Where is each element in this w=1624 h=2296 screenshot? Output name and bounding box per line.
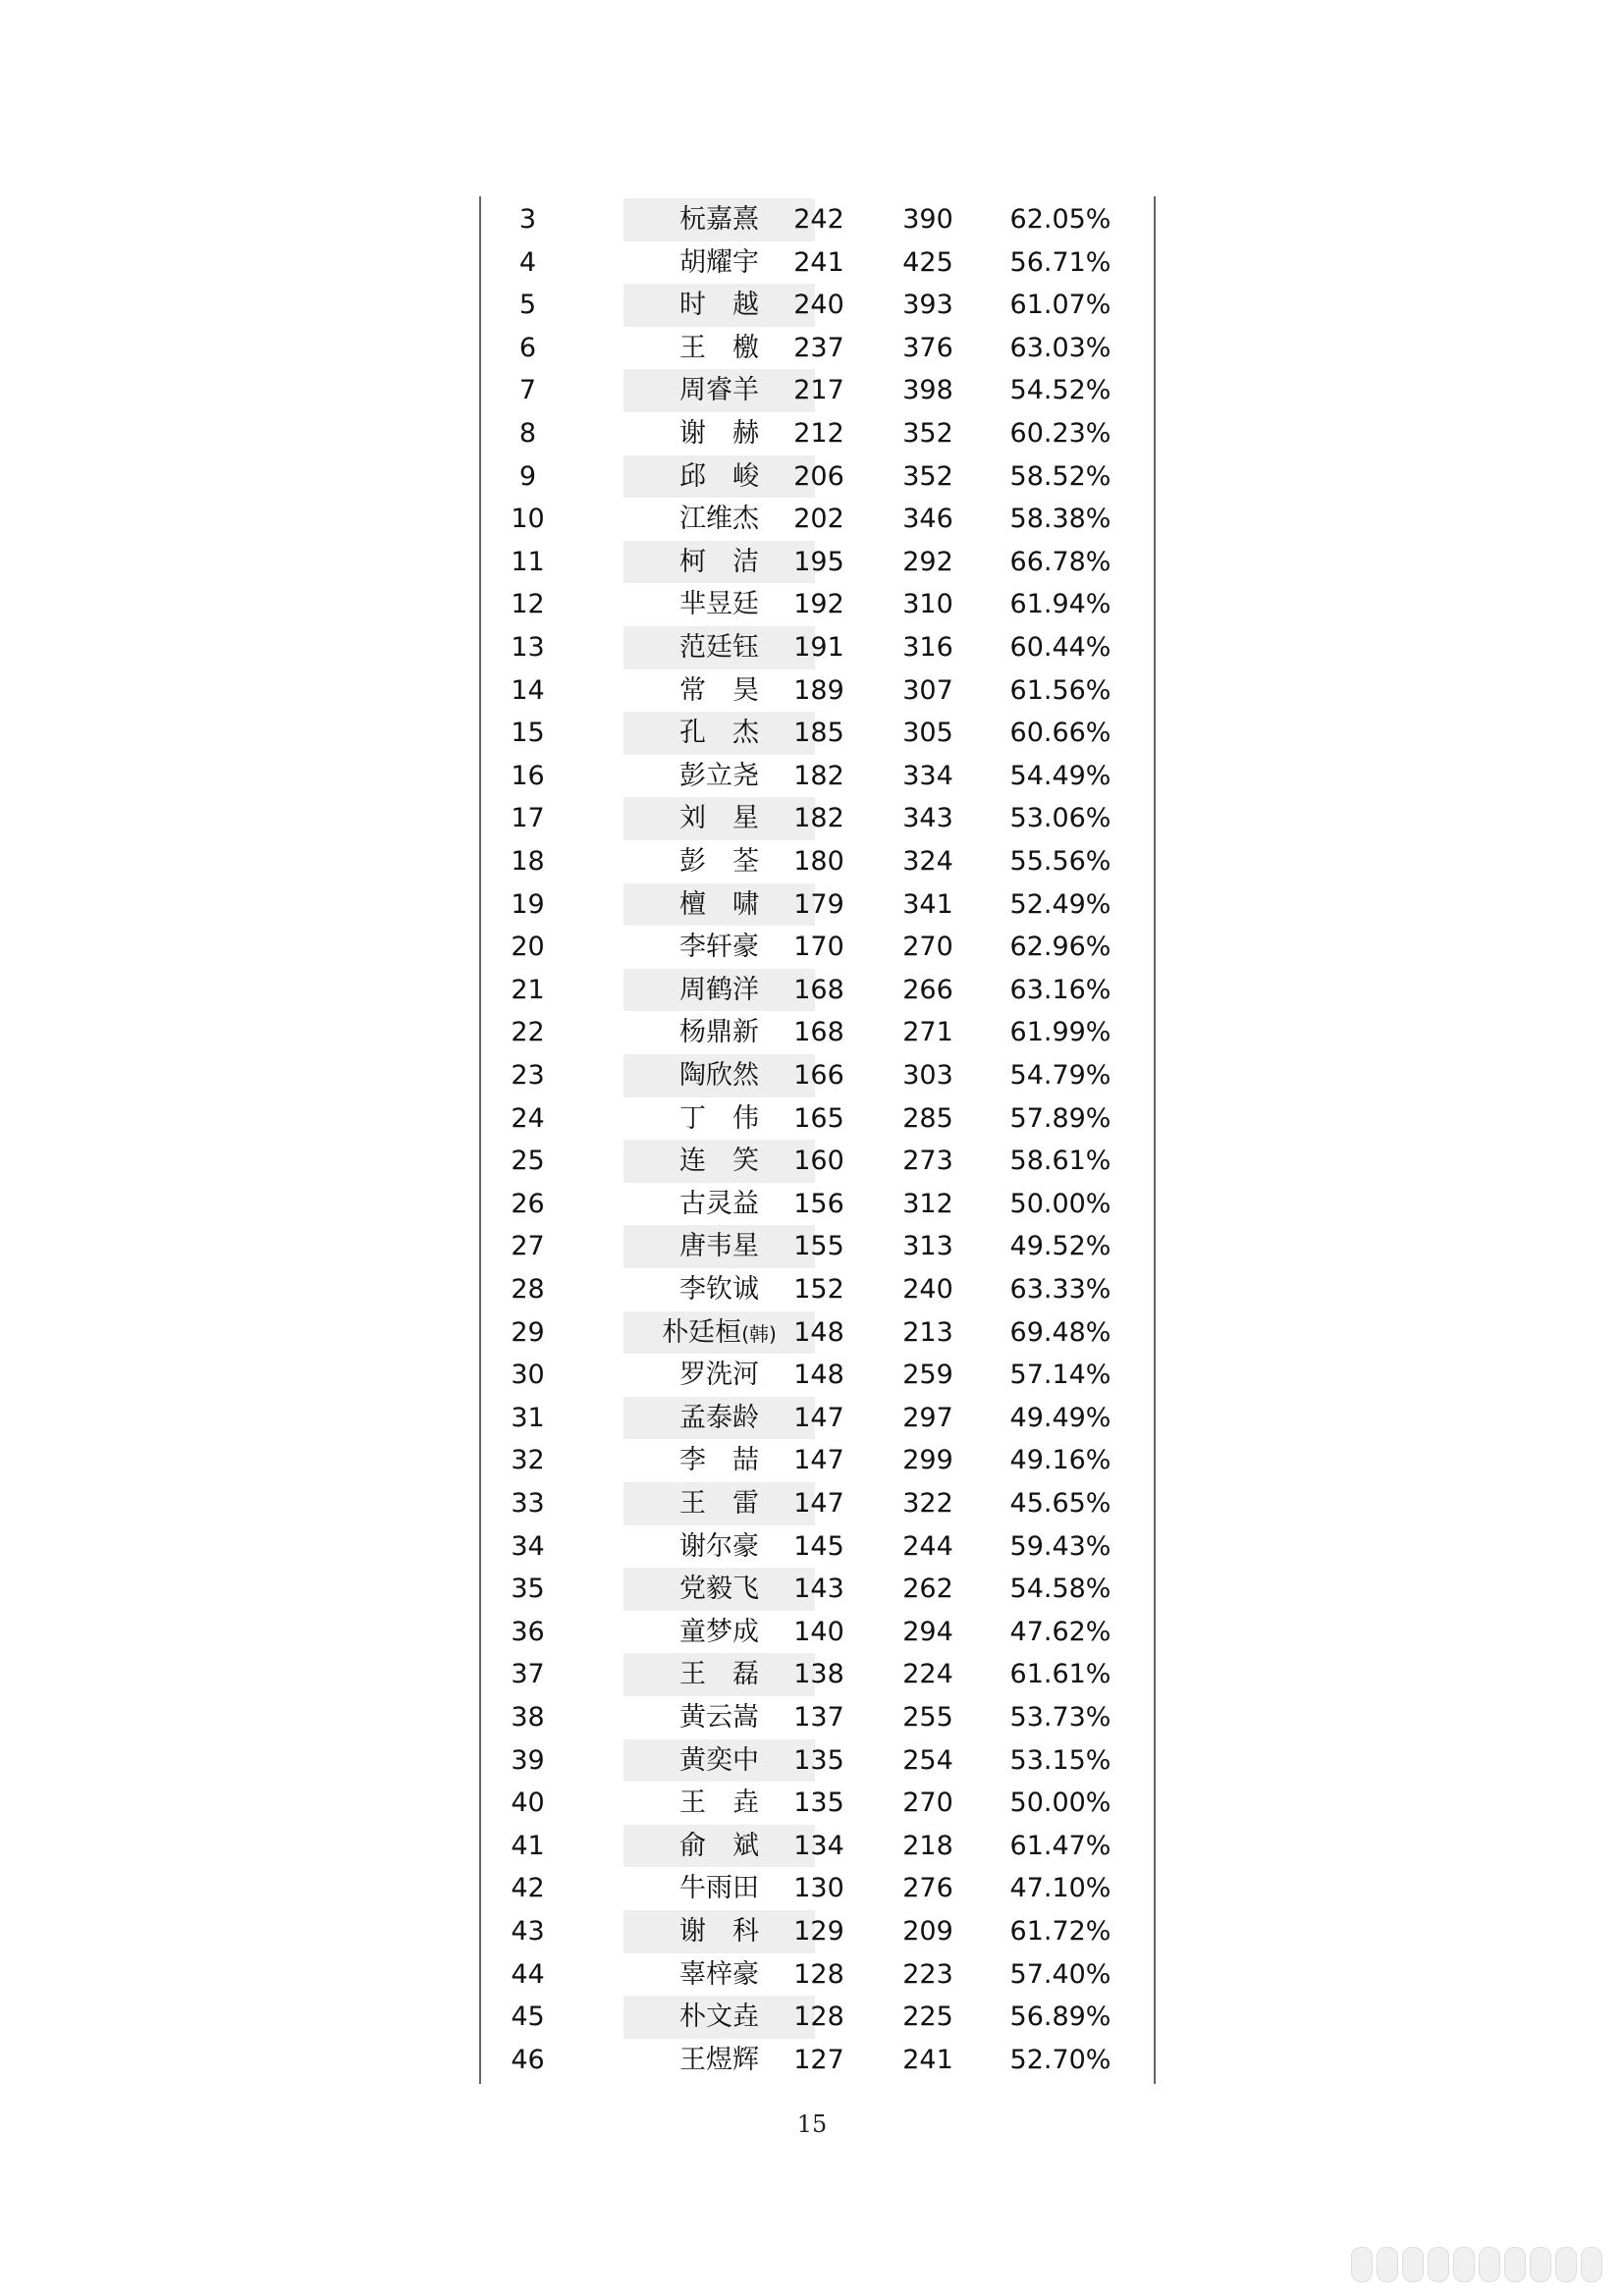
table-row — [481, 1525, 1154, 1569]
watermark-mark — [1530, 2247, 1551, 2282]
wins-cell: 127 — [793, 2044, 844, 2075]
games-cell: 398 — [902, 375, 953, 406]
win-rate-cell: 49.52% — [1009, 1231, 1111, 1262]
rank-cell: 19 — [511, 888, 545, 920]
win-rate-cell: 47.10% — [1009, 1873, 1111, 1904]
wins-cell: 140 — [793, 1616, 844, 1647]
games-cell: 316 — [902, 632, 953, 663]
table-row — [481, 369, 1154, 412]
rank-cell: 39 — [511, 1744, 545, 1776]
games-cell: 352 — [902, 418, 953, 449]
table-row — [481, 1311, 1154, 1355]
wins-cell: 165 — [793, 1102, 844, 1134]
games-cell: 352 — [902, 460, 953, 492]
table-row — [481, 541, 1154, 584]
games-cell: 259 — [902, 1360, 953, 1391]
wins-cell: 135 — [793, 1744, 844, 1776]
player-name: 江维杰 — [679, 504, 759, 535]
table-row — [481, 1354, 1154, 1397]
player-name: 彭立尧 — [679, 760, 759, 791]
player-name: 丁 伟 — [679, 1102, 759, 1134]
win-rate-cell: 61.56% — [1009, 674, 1111, 706]
player-name: 罗洗河 — [679, 1360, 759, 1391]
wins-cell: 240 — [793, 290, 844, 321]
wins-cell: 242 — [793, 204, 844, 235]
win-rate-cell: 58.61% — [1009, 1146, 1111, 1177]
player-name: 党毅飞 — [679, 1574, 759, 1605]
table-row — [481, 498, 1154, 541]
watermark-mark — [1453, 2247, 1475, 2282]
player-name: 周睿羊 — [679, 375, 759, 406]
player-name: 王 垚 — [679, 1788, 759, 1819]
wins-cell: 147 — [793, 1402, 844, 1433]
table-row — [481, 1739, 1154, 1783]
wins-cell: 180 — [793, 846, 844, 877]
rank-cell: 32 — [511, 1445, 545, 1476]
player-name: 刘 星 — [679, 803, 759, 834]
rank-cell: 8 — [518, 418, 537, 449]
win-rate-cell: 61.47% — [1009, 1830, 1111, 1861]
player-name: 连 笑 — [679, 1146, 759, 1177]
win-rate-cell: 57.89% — [1009, 1102, 1111, 1134]
table-row — [481, 712, 1154, 755]
win-rate-cell: 61.94% — [1009, 589, 1111, 620]
table-row — [481, 2039, 1154, 2082]
win-rate-cell: 60.23% — [1009, 418, 1111, 449]
rank-cell: 16 — [511, 760, 545, 791]
player-name: 王 雷 — [679, 1488, 759, 1519]
wins-cell: 147 — [793, 1488, 844, 1519]
corner-watermark — [1351, 2247, 1606, 2286]
table-row — [481, 1097, 1154, 1141]
games-cell: 213 — [902, 1316, 953, 1348]
games-cell: 262 — [902, 1574, 953, 1605]
player-name: 柯 洁 — [679, 546, 759, 577]
player-name: 谢 科 — [679, 1916, 759, 1947]
games-cell: 270 — [902, 1788, 953, 1819]
games-cell: 271 — [902, 1017, 953, 1048]
table-row — [481, 797, 1154, 840]
rank-cell: 20 — [511, 932, 545, 963]
games-cell: 299 — [902, 1445, 953, 1476]
games-cell: 292 — [902, 546, 953, 577]
player-name: 王 檄 — [679, 332, 759, 363]
page-number: 15 — [796, 2110, 828, 2138]
rank-cell: 44 — [511, 1958, 545, 1990]
wins-cell: 130 — [793, 1873, 844, 1904]
table-row — [481, 1183, 1154, 1226]
watermark-mark — [1479, 2247, 1500, 2282]
wins-cell: 189 — [793, 674, 844, 706]
table-row — [481, 1439, 1154, 1482]
rank-cell: 26 — [511, 1188, 545, 1219]
wins-cell: 241 — [793, 246, 844, 278]
rank-cell: 9 — [518, 460, 537, 492]
watermark-mark — [1377, 2247, 1398, 2282]
rank-cell: 10 — [511, 504, 545, 535]
watermark-mark — [1504, 2247, 1526, 2282]
win-rate-cell: 49.49% — [1009, 1402, 1111, 1433]
player-name: 辜梓豪 — [679, 1958, 759, 1990]
win-rate-cell: 55.56% — [1009, 846, 1111, 877]
win-rate-cell: 53.73% — [1009, 1702, 1111, 1733]
watermark-mark — [1555, 2247, 1577, 2282]
player-name: 谢 赫 — [679, 418, 759, 449]
table-row — [481, 1996, 1154, 2039]
wins-cell: 191 — [793, 632, 844, 663]
rank-cell: 30 — [511, 1360, 545, 1391]
player-name: 杬嘉熹 — [679, 204, 759, 235]
wins-cell: 206 — [793, 460, 844, 492]
player-name: 范廷钰 — [679, 632, 759, 663]
table-row — [481, 1867, 1154, 1910]
rank-cell: 38 — [511, 1702, 545, 1733]
table-row — [481, 755, 1154, 798]
table-row — [481, 1782, 1154, 1825]
win-rate-cell: 54.52% — [1009, 375, 1111, 406]
player-name: 芈昱廷 — [679, 589, 759, 620]
wins-cell: 137 — [793, 1702, 844, 1733]
wins-cell: 168 — [793, 974, 844, 1005]
table-row — [481, 327, 1154, 370]
rank-cell: 12 — [511, 589, 545, 620]
games-cell: 276 — [902, 1873, 953, 1904]
rank-cell: 14 — [511, 674, 545, 706]
table-row — [481, 1611, 1154, 1654]
win-rate-cell: 69.48% — [1009, 1316, 1111, 1348]
table-row — [481, 455, 1154, 499]
rank-cell: 5 — [518, 290, 537, 321]
wins-cell: 217 — [793, 375, 844, 406]
win-rate-cell: 62.96% — [1009, 932, 1111, 963]
win-rate-cell: 56.89% — [1009, 2002, 1111, 2033]
player-name: 周鹤洋 — [679, 974, 759, 1005]
rank-cell: 11 — [511, 546, 545, 577]
player-name: 牛雨田 — [679, 1873, 759, 1904]
games-cell: 254 — [902, 1744, 953, 1776]
watermark-mark — [1351, 2247, 1373, 2282]
player-name: 孔 杰 — [679, 718, 759, 749]
rank-cell: 21 — [511, 974, 545, 1005]
rank-cell: 40 — [511, 1788, 545, 1819]
games-cell: 324 — [902, 846, 953, 877]
win-rate-cell: 53.06% — [1009, 803, 1111, 834]
games-cell: 312 — [902, 1188, 953, 1219]
wins-cell: 155 — [793, 1231, 844, 1262]
table-row — [481, 1953, 1154, 1997]
rank-cell: 17 — [511, 803, 545, 834]
rank-cell: 34 — [511, 1530, 545, 1562]
rank-cell: 4 — [518, 246, 537, 278]
table-row — [481, 1653, 1154, 1696]
win-rate-cell: 59.43% — [1009, 1530, 1111, 1562]
wins-cell: 170 — [793, 932, 844, 963]
wins-cell: 134 — [793, 1830, 844, 1861]
games-cell: 294 — [902, 1616, 953, 1647]
wins-cell: 145 — [793, 1530, 844, 1562]
wins-cell: 192 — [793, 589, 844, 620]
wins-cell: 185 — [793, 718, 844, 749]
rank-cell: 18 — [511, 846, 545, 877]
win-rate-cell: 52.49% — [1009, 888, 1111, 920]
wins-cell: 195 — [793, 546, 844, 577]
wins-cell: 129 — [793, 1916, 844, 1947]
win-rate-cell: 54.79% — [1009, 1060, 1111, 1091]
wins-cell: 143 — [793, 1574, 844, 1605]
rank-cell: 23 — [511, 1060, 545, 1091]
games-cell: 223 — [902, 1958, 953, 1990]
player-name: 黄奕中 — [679, 1744, 759, 1776]
rank-cell: 36 — [511, 1616, 545, 1647]
table-row — [481, 883, 1154, 927]
player-name: 胡耀宇 — [679, 246, 759, 278]
win-rate-cell: 50.00% — [1009, 1188, 1111, 1219]
rank-cell: 43 — [511, 1916, 545, 1947]
rank-cell: 3 — [518, 204, 537, 235]
player-name: 邱 峻 — [679, 460, 759, 492]
win-rate-cell: 50.00% — [1009, 1788, 1111, 1819]
games-cell: 376 — [902, 332, 953, 363]
games-cell: 224 — [902, 1659, 953, 1690]
table-row — [481, 1397, 1154, 1440]
wins-cell: 152 — [793, 1274, 844, 1305]
games-cell: 255 — [902, 1702, 953, 1733]
games-cell: 241 — [902, 2044, 953, 2075]
wins-cell: 148 — [793, 1360, 844, 1391]
win-rate-cell: 61.07% — [1009, 290, 1111, 321]
watermark-mark — [1428, 2247, 1449, 2282]
rank-cell: 7 — [518, 375, 537, 406]
rank-cell: 15 — [511, 718, 545, 749]
player-name: 陶欣然 — [679, 1060, 759, 1091]
player-name: 俞 斌 — [679, 1830, 759, 1861]
table-row — [481, 1568, 1154, 1611]
wins-cell: 128 — [793, 1958, 844, 1990]
win-rate-cell: 56.71% — [1009, 246, 1111, 278]
player-name: 谢尔豪 — [679, 1530, 759, 1562]
table-row — [481, 1140, 1154, 1183]
win-rate-cell: 53.15% — [1009, 1744, 1111, 1776]
table-row — [481, 626, 1154, 669]
win-rate-cell: 63.03% — [1009, 332, 1111, 363]
win-rate-cell: 62.05% — [1009, 204, 1111, 235]
rank-cell: 41 — [511, 1830, 545, 1861]
table-row — [481, 840, 1154, 883]
player-name: 唐韦星 — [679, 1231, 759, 1262]
games-cell: 425 — [902, 246, 953, 278]
win-rate-cell: 54.49% — [1009, 760, 1111, 791]
table-row — [481, 1825, 1154, 1868]
games-cell: 266 — [902, 974, 953, 1005]
rank-cell: 24 — [511, 1102, 545, 1134]
rank-cell: 37 — [511, 1659, 545, 1690]
games-cell: 307 — [902, 674, 953, 706]
rank-cell: 28 — [511, 1274, 545, 1305]
wins-cell: 182 — [793, 760, 844, 791]
player-name: 时 越 — [679, 290, 759, 321]
player-name: 童梦成 — [679, 1616, 759, 1647]
nationality-note: (韩) — [741, 1321, 777, 1346]
games-cell: 346 — [902, 504, 953, 535]
table-row — [481, 1910, 1154, 1953]
ranking-table — [479, 196, 1156, 2084]
games-cell: 393 — [902, 290, 953, 321]
win-rate-cell: 57.14% — [1009, 1360, 1111, 1391]
win-rate-cell: 61.99% — [1009, 1017, 1111, 1048]
games-cell: 218 — [902, 1830, 953, 1861]
table-row — [481, 1011, 1154, 1054]
watermark-mark — [1402, 2247, 1424, 2282]
player-name: 彭 荃 — [679, 846, 759, 877]
games-cell: 225 — [902, 2002, 953, 2033]
games-cell: 310 — [902, 589, 953, 620]
win-rate-cell: 60.66% — [1009, 718, 1111, 749]
rank-cell: 27 — [511, 1231, 545, 1262]
games-cell: 240 — [902, 1274, 953, 1305]
wins-cell: 168 — [793, 1017, 844, 1048]
table-row — [481, 1268, 1154, 1311]
win-rate-cell: 52.70% — [1009, 2044, 1111, 2075]
player-name: 黄云嵩 — [679, 1702, 759, 1733]
games-cell: 285 — [902, 1102, 953, 1134]
wins-cell: 148 — [793, 1316, 844, 1348]
win-rate-cell: 63.33% — [1009, 1274, 1111, 1305]
win-rate-cell: 61.72% — [1009, 1916, 1111, 1947]
wins-cell: 212 — [793, 418, 844, 449]
games-cell: 303 — [902, 1060, 953, 1091]
games-cell: 209 — [902, 1916, 953, 1947]
wins-cell: 166 — [793, 1060, 844, 1091]
win-rate-cell: 57.40% — [1009, 1958, 1111, 1990]
table-row — [481, 583, 1154, 626]
rank-cell: 33 — [511, 1488, 545, 1519]
table-row — [481, 284, 1154, 327]
win-rate-cell: 58.38% — [1009, 504, 1111, 535]
wins-cell: 179 — [793, 888, 844, 920]
games-cell: 244 — [902, 1530, 953, 1562]
games-cell: 390 — [902, 204, 953, 235]
wins-cell: 182 — [793, 803, 844, 834]
player-name: 李钦诚 — [679, 1274, 759, 1305]
rank-cell: 31 — [511, 1402, 545, 1433]
table-row — [481, 1696, 1154, 1739]
win-rate-cell: 49.16% — [1009, 1445, 1111, 1476]
player-name: 王 磊 — [679, 1659, 759, 1690]
win-rate-cell: 54.58% — [1009, 1574, 1111, 1605]
player-name: 杨鼎新 — [679, 1017, 759, 1048]
games-cell: 322 — [902, 1488, 953, 1519]
rank-cell: 13 — [511, 632, 545, 663]
games-cell: 341 — [902, 888, 953, 920]
rank-cell: 46 — [511, 2044, 545, 2075]
player-name: 王煜辉 — [679, 2044, 759, 2075]
wins-cell: 237 — [793, 332, 844, 363]
player-name: 李轩豪 — [679, 932, 759, 963]
wins-cell: 128 — [793, 2002, 844, 2033]
rank-cell: 42 — [511, 1873, 545, 1904]
player-name: 常 昊 — [679, 674, 759, 706]
games-cell: 305 — [902, 718, 953, 749]
watermark-mark — [1581, 2247, 1602, 2282]
table-row — [481, 241, 1154, 285]
table-row — [481, 669, 1154, 713]
player-name: 孟泰龄 — [679, 1402, 759, 1433]
table-row — [481, 412, 1154, 455]
table-row — [481, 198, 1154, 241]
rank-cell: 29 — [511, 1316, 545, 1348]
wins-cell: 156 — [793, 1188, 844, 1219]
wins-cell: 135 — [793, 1788, 844, 1819]
win-rate-cell: 61.61% — [1009, 1659, 1111, 1690]
table-row — [481, 1225, 1154, 1268]
rank-cell: 22 — [511, 1017, 545, 1048]
games-cell: 313 — [902, 1231, 953, 1262]
win-rate-cell: 47.62% — [1009, 1616, 1111, 1647]
table-row — [481, 969, 1154, 1012]
player-name: 古灵益 — [679, 1188, 759, 1219]
player-name: 檀 啸 — [679, 888, 759, 920]
rank-cell: 45 — [511, 2002, 545, 2033]
table-row — [481, 926, 1154, 969]
wins-cell: 160 — [793, 1146, 844, 1177]
table-row — [481, 1054, 1154, 1097]
games-cell: 343 — [902, 803, 953, 834]
win-rate-cell: 45.65% — [1009, 1488, 1111, 1519]
rank-cell: 35 — [511, 1574, 545, 1605]
win-rate-cell: 63.16% — [1009, 974, 1111, 1005]
wins-cell: 147 — [793, 1445, 844, 1476]
games-cell: 297 — [902, 1402, 953, 1433]
games-cell: 270 — [902, 932, 953, 963]
wins-cell: 202 — [793, 504, 844, 535]
games-cell: 273 — [902, 1146, 953, 1177]
games-cell: 334 — [902, 760, 953, 791]
player-name: 朴廷桓 — [662, 1316, 742, 1348]
win-rate-cell: 66.78% — [1009, 546, 1111, 577]
player-name: 李 喆 — [679, 1445, 759, 1476]
wins-cell: 138 — [793, 1659, 844, 1690]
rank-cell: 6 — [518, 332, 537, 363]
player-name: 朴文垚 — [679, 2002, 759, 2033]
table-row — [481, 1482, 1154, 1525]
win-rate-cell: 58.52% — [1009, 460, 1111, 492]
rank-cell: 25 — [511, 1146, 545, 1177]
win-rate-cell: 60.44% — [1009, 632, 1111, 663]
